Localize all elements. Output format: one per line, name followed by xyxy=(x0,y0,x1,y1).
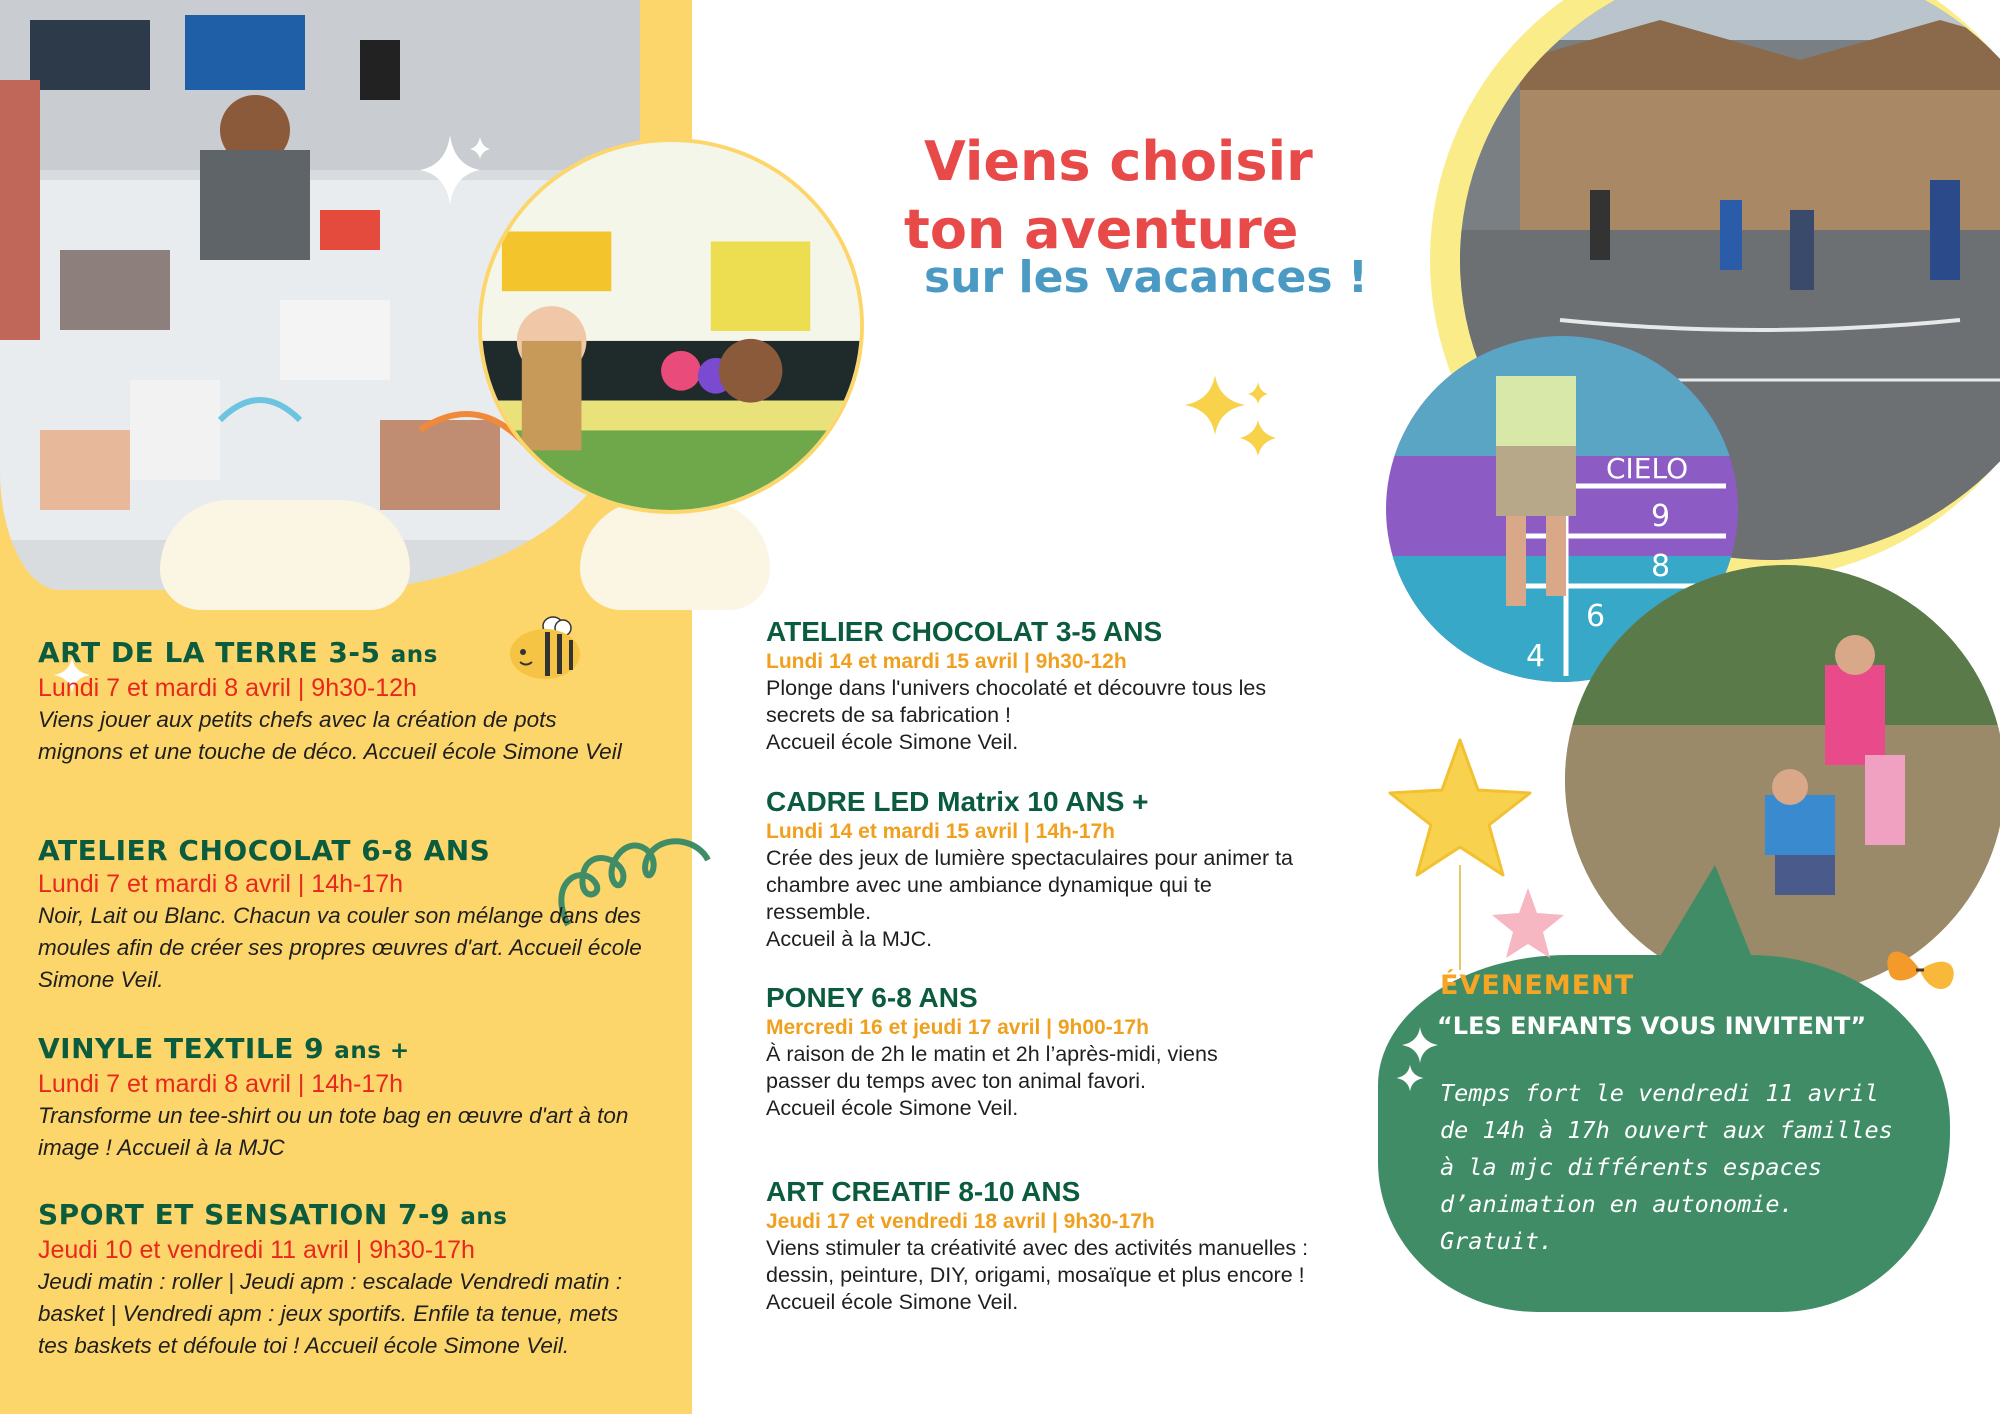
activity-description: Crée des jeux de lumière spectaculaires pour animer ta chambre avec une ambiance dynamique qui te ressemble. xyxy=(766,846,1294,924)
cloud-decoration xyxy=(580,500,770,610)
activity-place: Accueil école Simone Veil. xyxy=(766,1290,1019,1314)
activity-date: Mercredi 16 et jeudi 17 avril | 9h00-17h xyxy=(766,1016,1149,1039)
activity-atelier-chocolat-3-5 xyxy=(766,616,1326,756)
activity-title: VINYLE TEXTILE 9 ans + xyxy=(38,1032,410,1065)
sparkle-icon xyxy=(1180,370,1290,470)
activity-description: Plonge dans l'univers chocolaté et découvre tous les secrets de sa fabrication ! xyxy=(766,676,1267,727)
activity-description: Noir, Lait ou Blanc. Chacun va couler son mélange dans des moules afin de créer ses propres œuvres d'art. Accueil école Simone Veil. xyxy=(38,903,642,992)
activity-date: Lundi 7 et mardi 8 avril | 14h-17h xyxy=(38,1070,404,1098)
activity-title: SPORT ET SENSATION 7-9 ans xyxy=(38,1198,508,1231)
activity-date: Jeudi 10 et vendredi 11 avril | 9h30-17h xyxy=(38,1236,475,1264)
sparkle-icon xyxy=(410,125,490,215)
activity-title: ATELIER CHOCOLAT 3-5 ANS xyxy=(766,616,1163,647)
event-subtitle: “LES ENFANTS VOUS INVITENT” xyxy=(1437,1012,1867,1040)
activity-title: ART CREATIF 8-10 ANS xyxy=(766,1176,1081,1207)
activity-art-creatif xyxy=(766,1176,1326,1316)
sparkle-icon xyxy=(1395,1063,1425,1093)
swing-photo xyxy=(478,138,864,514)
headline-line2: ton aventure xyxy=(904,198,1299,261)
activity-title: PONEY 6-8 ANS xyxy=(766,982,978,1013)
svg-text:4: 4 xyxy=(1526,639,1546,674)
cloud-decoration xyxy=(160,500,410,610)
activity-title: ART DE LA TERRE 3-5 ans xyxy=(38,636,438,669)
svg-text:6: 6 xyxy=(1586,599,1606,634)
event-bubble-tail xyxy=(1655,865,1755,965)
activity-cadre-led xyxy=(766,786,1326,953)
svg-text:9: 9 xyxy=(1651,499,1671,534)
activity-title: CADRE LED Matrix 10 ANS + xyxy=(766,786,1149,817)
activity-description: Viens jouer aux petits chefs avec la création de pots mignons et une touche de déco. Accueil école Simone Veil xyxy=(38,707,622,764)
activity-title: ATELIER CHOCOLAT 6-8 ANS xyxy=(38,834,491,867)
activity-place: Accueil école Simone Veil. xyxy=(766,1096,1019,1120)
activity-description: Viens stimuler ta créativité avec des activités manuelles : dessin, peinture, DIY, origami, mosaïque et plus encore ! xyxy=(766,1236,1309,1287)
svg-text:8: 8 xyxy=(1651,549,1671,584)
butterfly-icon xyxy=(1880,930,1960,1010)
star-icon xyxy=(1488,885,1568,965)
activity-sport-et-sensation xyxy=(38,1198,668,1362)
event-text: Temps fort le vendredi 11 avril de 14h à 17h ouvert aux familles à la mjc différents espaces d’animation en autonomie. Gratuit. xyxy=(1440,1079,1893,1255)
activity-date: Lundi 14 et mardi 15 avril | 14h-17h xyxy=(766,820,1116,843)
activity-date: Lundi 7 et mardi 8 avril | 9h30-12h xyxy=(38,674,417,702)
activity-atelier-chocolat-6-8 xyxy=(38,834,668,996)
svg-text:CIELO: CIELO xyxy=(1606,452,1689,485)
activity-description: Transforme un tee-shirt ou un tote bag en œuvre d'art à ton image ! Accueil à la MJC xyxy=(38,1103,629,1160)
sparkle-icon xyxy=(1400,1025,1440,1065)
activity-place: Accueil école Simone Veil. xyxy=(766,730,1019,754)
headline-line3: sur les vacances ! xyxy=(924,252,1368,303)
activity-description: Jeudi matin : roller | Jeudi apm : escalade Vendredi matin : basket | Vendredi apm : jeux sportifs. Enfile ta tenue, mets tes baskets et défoule toi ! Accueil école Simone Veil. xyxy=(38,1269,623,1358)
activity-poney xyxy=(766,982,1326,1122)
activity-date: Lundi 14 et mardi 15 avril | 9h30-12h xyxy=(766,650,1127,673)
activity-date: Jeudi 17 et vendredi 18 avril | 9h30-17h xyxy=(766,1210,1155,1233)
activity-date: Lundi 7 et mardi 8 avril | 14h-17h xyxy=(38,870,404,898)
headline-line1: Viens choisir xyxy=(924,130,1313,193)
event-label: ÉVENEMENT xyxy=(1440,970,1635,1001)
activity-place: Accueil à la MJC. xyxy=(766,927,933,951)
activity-art-de-la-terre xyxy=(38,636,668,768)
activity-description: À raison de 2h le matin et 2h l’après-midi, viens passer du temps avec ton animal favori. xyxy=(766,1042,1218,1093)
activity-vinyle-textile xyxy=(38,1032,668,1164)
